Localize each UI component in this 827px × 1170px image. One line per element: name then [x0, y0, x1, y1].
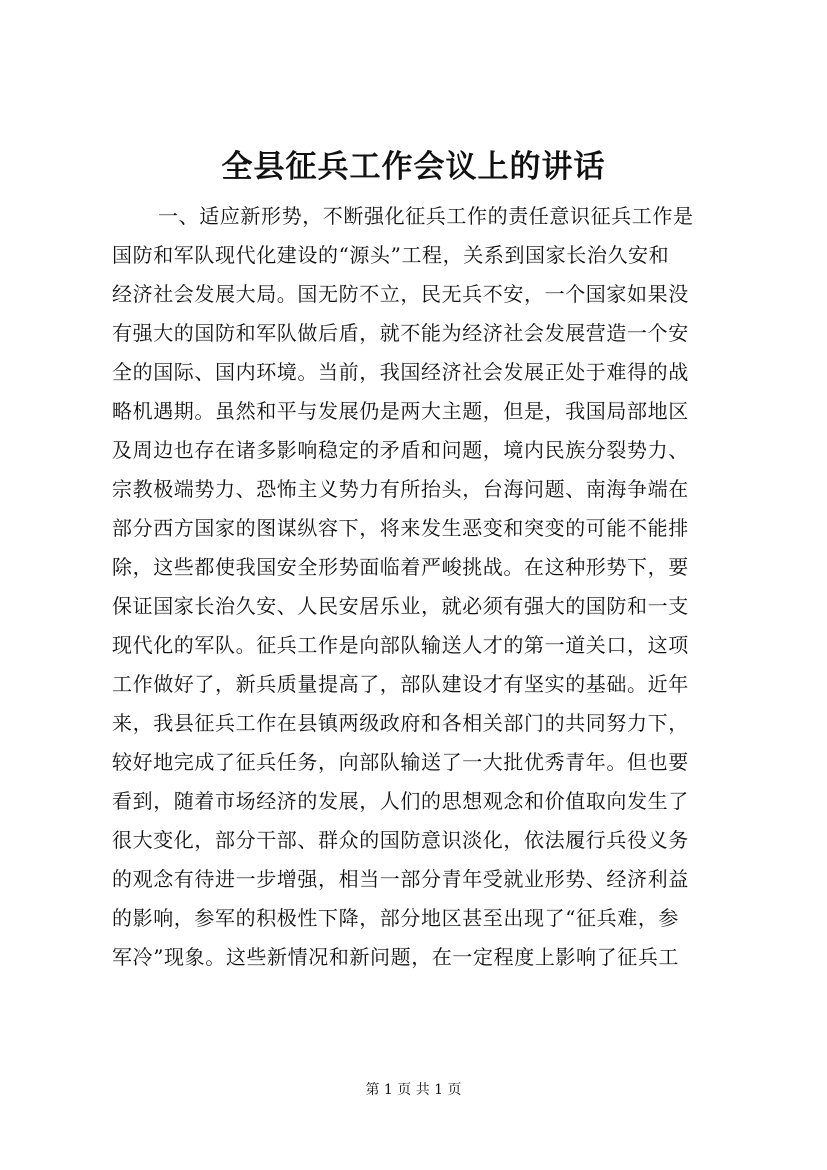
body-line-1: 一、适应新形势，不断强化征兵工作的责任意识征兵工作是: [158, 204, 694, 228]
document-body: [112, 197, 732, 977]
body-line-14: 来，我县征兵工作在县镇两级政府和各相关部门的共同努力下，: [112, 711, 689, 735]
body-line-19: 的影响，参军的积极性下降，部分地区甚至出现了“征兵难，参: [112, 906, 680, 930]
body-line-7: 及周边也存在诸多影响稳定的矛盾和问题，境内民族分裂势力、: [112, 438, 689, 462]
body-line-10: 除，这些都使我国安全形势面临着严峻挑战。在这种形势下，要: [112, 555, 689, 579]
page-footer: 第 1 页 共 1 页: [365, 1082, 462, 1098]
body-line-11: 保证国家长治久安、人民安居乐业，就必须有强大的国防和一支: [112, 594, 689, 618]
body-line-20: 军冷”现象。这些新情况和新问题，在一定程度上影响了征兵工: [112, 945, 680, 969]
body-line-16: 看到，随着市场经济的发展，人们的思想观念和价值取向发生了: [112, 789, 689, 813]
body-line-2: 国防和军队现代化建设的“源头”工程，关系到国家长治久安和: [112, 243, 670, 267]
body-line-17: 很大变化，部分干部、群众的国防意识淡化，依法履行兵役义务: [112, 828, 689, 852]
body-line-15: 较好地完成了征兵任务，向部队输送了一大批优秀青年。但也要: [112, 750, 689, 774]
body-line-5: 全的国际、国内环境。当前，我国经济社会发展正处于难得的战: [112, 360, 689, 384]
document-title: 全县征兵工作会议上的讲话: [221, 149, 606, 185]
body-line-4: 有强大的国防和军队做后盾，就不能为经济社会发展营造一个安: [112, 321, 689, 345]
body-line-8: 宗教极端势力、恐怖主义势力有所抬头，台海问题、南海争端在: [112, 477, 689, 501]
body-line-3: 经济社会发展大局。国无防不立，民无兵不安，一个国家如果没: [112, 282, 689, 306]
body-line-18: 的观念有待进一步增强，相当一部分青年受就业形势、经济利益: [112, 867, 689, 891]
body-line-9: 部分西方国家的图谋纵容下，将来发生恶变和突变的可能不能排: [112, 516, 689, 540]
body-line-12: 现代化的军队。征兵工作是向部队输送人才的第一道关口，这项: [112, 633, 689, 657]
body-line-13: 工作做好了，新兵质量提高了，部队建设才有坚实的基础。近年: [112, 672, 689, 696]
body-line-6: 略机遇期。虽然和平与发展仍是两大主题，但是，我国局部地区: [112, 399, 689, 423]
